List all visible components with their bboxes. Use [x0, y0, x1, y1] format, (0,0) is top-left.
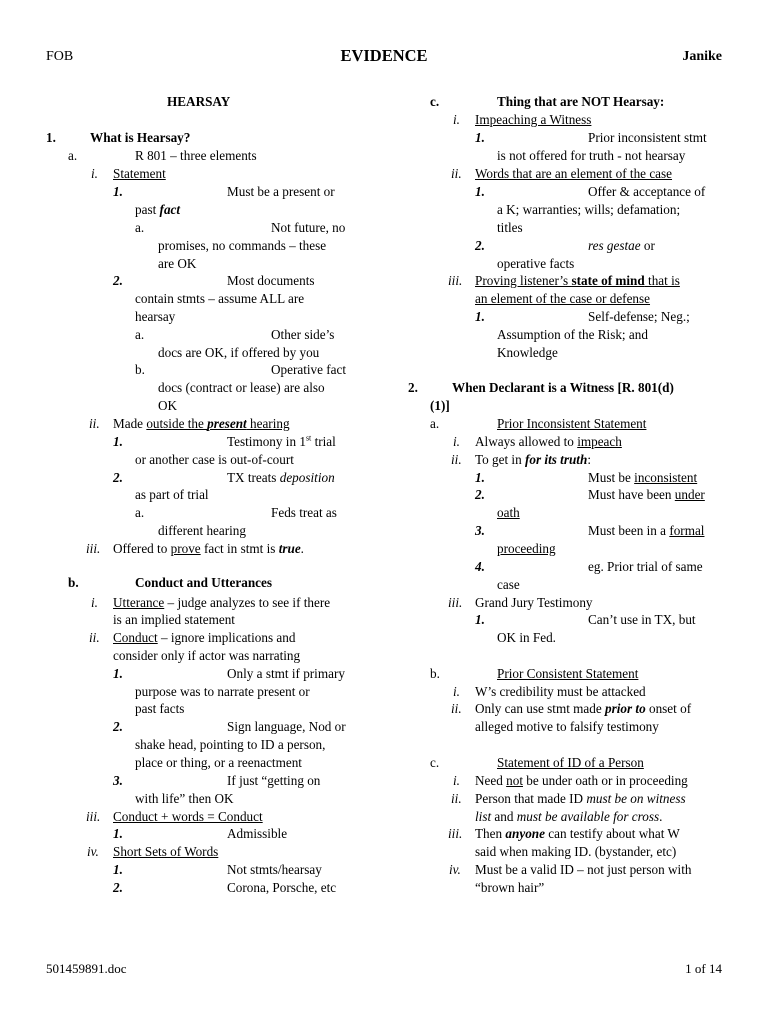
outline-roman: iii. — [448, 595, 463, 610]
outline-text: Only can use stmt made prior to onset of — [475, 701, 692, 716]
outline-heading: Conduct and Utterances — [135, 575, 273, 590]
outline-text: Must be a valid ID – not just person with — [475, 862, 692, 877]
outline-text: Admissible — [227, 826, 288, 841]
outline-letter: a. — [68, 148, 78, 163]
outline-text: Always allowed to impeach — [475, 434, 622, 449]
outline-text: Not future, no — [271, 220, 346, 235]
outline-number: 1. — [46, 130, 56, 145]
outline-text: Conduct + words = Conduct — [113, 809, 263, 824]
outline-heading: (1)] — [430, 398, 450, 413]
outline-text: Corona, Porsche, etc — [227, 880, 337, 895]
outline-number: 1. — [475, 184, 485, 199]
outline-text: “brown hair” — [475, 880, 545, 895]
outline-text: Most documents — [227, 273, 315, 288]
outline-text: Proving listener’s state of mind that is — [475, 273, 680, 288]
outline-text: with life” then OK — [135, 791, 234, 806]
outline-text: proceeding — [497, 541, 556, 556]
outline-text: TX treats deposition — [227, 470, 335, 485]
outline-number: 3. — [475, 523, 485, 538]
outline-heading: When Declarant is a Witness [R. 801(d) — [452, 380, 674, 395]
outline-text: Impeaching a Witness — [475, 112, 592, 127]
outline-text: past facts — [135, 701, 185, 716]
outline-text: OK — [158, 398, 178, 413]
outline-number: 1. — [113, 862, 123, 877]
outline-text: res gestae or — [588, 238, 655, 253]
outline-roman: i. — [91, 166, 98, 181]
outline-text: docs are OK, if offered by you — [158, 345, 320, 360]
outline-roman: ii. — [451, 166, 462, 181]
outline-text: contain stmts – assume ALL are — [135, 291, 305, 306]
outline-number: 2. — [408, 380, 418, 395]
outline-number: 2. — [475, 487, 485, 502]
outline-roman: ii. — [451, 791, 462, 806]
outline-text: Only a stmt if primary — [227, 666, 345, 681]
outline-number: 3. — [113, 773, 123, 788]
outline-text: Must be inconsistent — [588, 470, 698, 485]
outline-number: 1. — [113, 826, 123, 841]
outline-text: Must been in a formal — [588, 523, 705, 538]
outline-text: Prior Consistent Statement — [497, 666, 639, 681]
outline-number: 1. — [475, 612, 485, 627]
document-title: EVIDENCE — [340, 46, 428, 65]
outline-letter: c. — [430, 94, 440, 109]
outline-text: Then anyone can testify about what W — [475, 826, 680, 841]
outline-number: 1. — [475, 309, 485, 324]
outline-roman: i. — [453, 434, 460, 449]
outline-heading: Thing that are NOT Hearsay: — [497, 94, 665, 109]
outline-text: Statement of ID of a Person — [497, 755, 644, 770]
outline-text: Not stmts/hearsay — [227, 862, 322, 877]
outline-text: shake head, pointing to ID a person, — [135, 737, 326, 752]
outline-heading: What is Hearsay? — [90, 130, 191, 145]
outline-text: Statement — [113, 166, 166, 181]
outline-number: 2. — [113, 470, 123, 485]
outline-text: Prior inconsistent stmt — [588, 130, 707, 145]
outline-letter: b. — [135, 362, 145, 377]
outline-text: OK in Fed. — [497, 630, 556, 645]
section-heading-hearsay: HEARSAY — [167, 94, 231, 109]
outline-letter: a. — [135, 327, 145, 342]
outline-text: docs (contract or lease) are also — [158, 380, 325, 395]
outline-text: said when making ID. (bystander, etc) — [475, 844, 677, 859]
outline-text: Grand Jury Testimony — [475, 595, 593, 610]
outline-text: Other side’s — [271, 327, 335, 342]
outline-text: is not offered for truth - not hearsay — [497, 148, 686, 163]
outline-text: different hearing — [158, 523, 246, 538]
outline-text: Conduct – ignore implications and — [113, 630, 296, 645]
outline-roman: i. — [453, 773, 460, 788]
outline-text: an element of the case or defense — [475, 291, 651, 306]
outline-text: titles — [497, 220, 523, 235]
outline-text: Operative fact — [271, 362, 347, 377]
outline-text: Words that are an element of the case — [475, 166, 673, 181]
outline-text: Testimony in 1st trial — [227, 433, 336, 449]
outline-number: 1. — [475, 130, 485, 145]
outline-roman: iii. — [86, 809, 101, 824]
outline-text: purpose was to narrate present or — [135, 684, 310, 699]
outline-text: are OK — [158, 256, 197, 271]
outline-roman: i. — [91, 595, 98, 610]
outline-text: Feds treat as — [271, 505, 337, 520]
outline-text: oath — [497, 505, 520, 520]
header-left-label: FOB — [46, 49, 74, 64]
outline-number: 2. — [475, 238, 485, 253]
outline-text: If just “getting on — [227, 773, 321, 788]
outline-text: eg. Prior trial of same — [588, 559, 703, 574]
outline-text: a K; warranties; wills; defamation; — [497, 202, 681, 217]
outline-roman: ii. — [89, 630, 100, 645]
outline-text: promises, no commands – these — [158, 238, 327, 253]
outline-letter: b. — [430, 666, 440, 681]
outline-roman: iii. — [86, 541, 101, 556]
outline-text: Can’t use in TX, but — [588, 612, 696, 627]
outline-number: 1. — [113, 434, 123, 449]
outline-roman: iv. — [87, 844, 99, 859]
outline-roman: i. — [453, 112, 460, 127]
outline-letter: b. — [68, 575, 79, 590]
outline-text: Made outside the present hearing — [113, 416, 290, 431]
outline-text: hearsay — [135, 309, 176, 324]
outline-roman: iii. — [448, 826, 463, 841]
outline-text: Need not be under oath or in proceeding — [475, 773, 688, 788]
outline-letter: a. — [135, 220, 145, 235]
outline-text: place or thing, or a reenactment — [135, 755, 302, 770]
outline-roman: iv. — [449, 862, 461, 877]
outline-text: Must be a present or — [227, 184, 335, 199]
outline-text: R 801 – three elements — [135, 148, 257, 163]
outline-text: Sign language, Nod or — [227, 719, 346, 734]
outline-number: 4. — [475, 559, 485, 574]
outline-text: case — [497, 577, 520, 592]
outline-text: Self-defense; Neg.; — [588, 309, 690, 324]
author-name: Janike — [682, 49, 722, 64]
outline-number: 2. — [113, 719, 123, 734]
outline-roman: iii. — [448, 273, 463, 288]
outline-text: or another case is out-of-court — [135, 452, 294, 467]
outline-text: past fact — [135, 202, 181, 217]
outline-number: 2. — [113, 880, 123, 895]
outline-text: consider only if actor was narrating — [113, 648, 301, 663]
outline-letter: c. — [430, 755, 440, 770]
outline-text: is an implied statement — [113, 612, 235, 627]
outline-number: 1. — [113, 666, 123, 681]
outline-text: To get in for its truth: — [475, 452, 591, 467]
outline-text: Offer & acceptance of — [588, 184, 706, 199]
outline-roman: ii. — [451, 701, 462, 716]
outline-text: Knowledge — [497, 345, 558, 360]
outline-letter: a. — [430, 416, 440, 431]
outline-roman: i. — [453, 684, 460, 699]
outline-text: alleged motive to falsify testimony — [475, 719, 659, 734]
outline-text: Short Sets of Words — [113, 844, 219, 859]
outline-text: Offered to prove fact in stmt is true. — [113, 541, 304, 556]
footer-filename: 501459891.doc — [46, 961, 127, 976]
outline-text: Utterance – judge analyzes to see if there — [113, 595, 331, 610]
outline-text: as part of trial — [135, 487, 209, 502]
outline-text: operative facts — [497, 256, 575, 271]
outline-text: W’s credibility must be attacked — [475, 684, 646, 699]
outline-text: Prior Inconsistent Statement — [497, 416, 647, 431]
outline-letter: a. — [135, 505, 145, 520]
footer-page-number: 1 of 14 — [685, 961, 722, 976]
outline-roman: ii. — [451, 452, 462, 467]
outline-text: list and must be available for cross. — [475, 809, 663, 824]
outline-roman: ii. — [89, 416, 100, 431]
outline-number: 2. — [113, 273, 123, 288]
outline-number: 1. — [475, 470, 485, 485]
outline-text: Person that made ID must be on witness — [475, 791, 686, 806]
outline-text: Assumption of the Risk; and — [497, 327, 648, 342]
outline-text: Must have been under — [588, 487, 705, 502]
outline-number: 1. — [113, 184, 123, 199]
